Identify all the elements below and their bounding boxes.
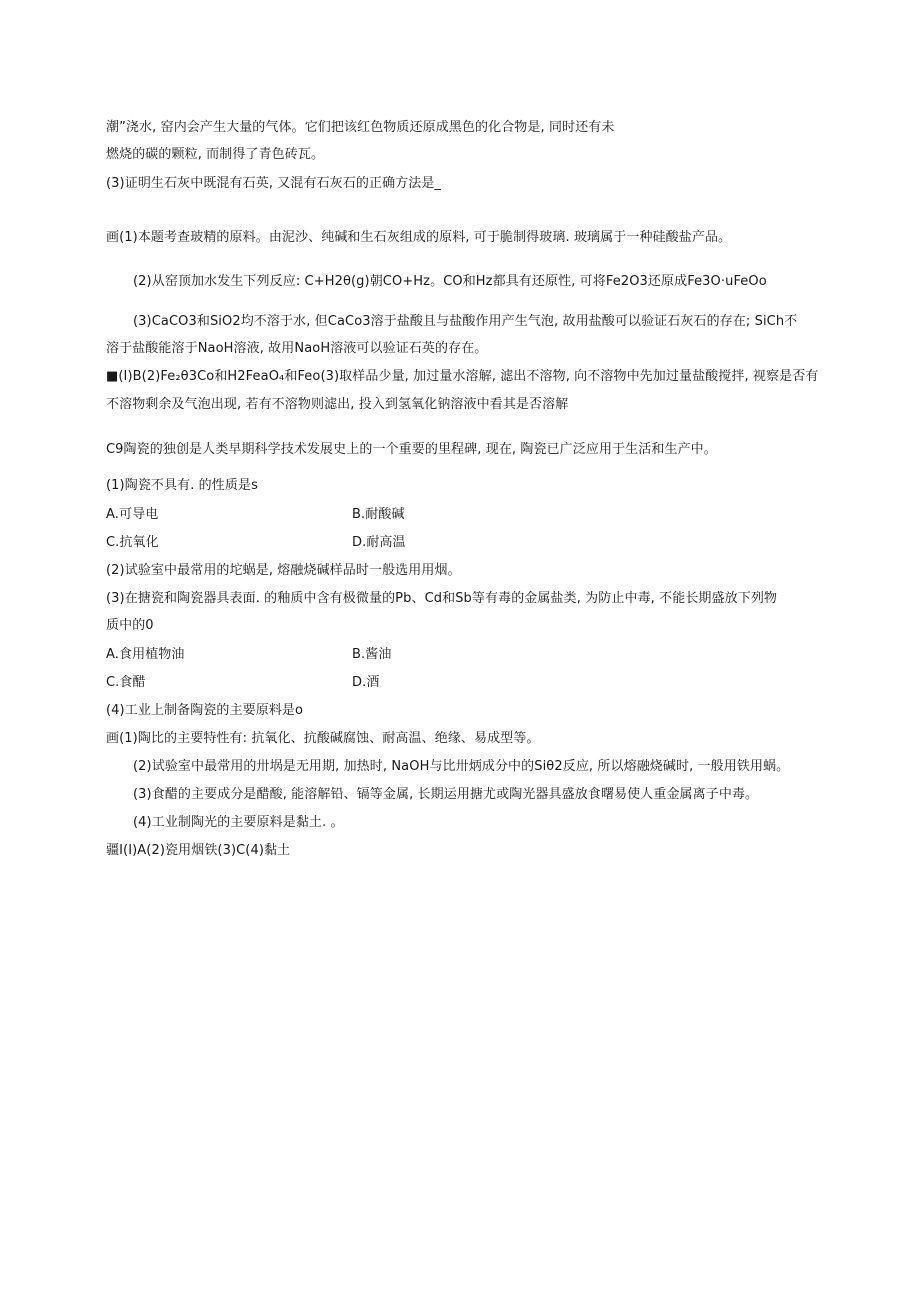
answer-line: 溶于盐酸能溶于NaoH溶液, 故用NaoH溶液可以验证石英的存在。 <box>106 341 488 356</box>
question-line: (3)证明生石灰中既混有石英, 又混有石灰石的正确方法是_ <box>106 176 442 191</box>
answer-line: (3)CaCO3和SiO2均不溶于水, 但CaCo3溶于盐酸且与盐酸作用产生气泡, 故用盐酸可以验证石灰石的存在; SiCh不 <box>133 314 798 329</box>
answer-line: (3)食醋的主要成分是醋酸, 能溶解铅、镉等金属, 长期运用搪尤或陶光器具盛放食曙易使人重金属离子中毒。 <box>133 787 759 802</box>
answer-line: (2)从窑顶加水发生下列反应: C+H2θ(g)朝CO+Hz。CO和Hz都具有还原性, 可将Fe2O3还原成Fe3O·uFeOo <box>133 274 767 289</box>
question-line: (2)试验室中最常用的坨蜗是, 熔融烧碱样品时一般选用用烟。 <box>106 563 461 578</box>
question-heading: C9陶瓷的独创是人类早期科学技术发展史上的一个重要的里程碑, 现在, 陶瓷已广泛应用于生活和生产中。 <box>106 442 717 457</box>
option-row <box>106 674 380 692</box>
text-line: 燃烧的碳的颗粒, 而制得了青色砖瓦。 <box>106 147 325 162</box>
question-line: (4)工业上制备陶瓷的主要原料是o <box>106 703 304 718</box>
answer-line: (4)工业制陶光的主要原料是黏土. 。 <box>133 815 344 830</box>
option-d: D.酒 <box>352 675 380 690</box>
question-line: (1)陶瓷不具有. 的性质是s <box>106 478 258 493</box>
option-b: B.耐酸碱 <box>352 507 405 522</box>
option-a: A.食用植物油 <box>106 647 185 662</box>
option-d: D.耐高温 <box>352 535 406 550</box>
question-line: (3)在搪瓷和陶瓷器具表面. 的釉质中含有极微量的Pb、Cd和Sb等有毒的金属盐类, 为防止中毒, 不能长期盛放下列物 <box>106 591 778 606</box>
answer-line: (2)试验室中最常用的卅埚是无用期, 加热时, NaOH与比卅炳成分中的Siθ2反应, 所以熔融烧碱时, 一般用铁用蜗。 <box>133 759 790 774</box>
option-c: C.抗氧化 <box>106 535 159 550</box>
answer-line: 不溶物剩余及气泡出现, 若有不溶物则滤出, 投入到氢氧化钠溶液中看其是否溶解 <box>106 397 569 412</box>
question-line: 质中的0 <box>106 618 154 633</box>
answer-line: 画(1)本题考查玻精的原料。由泥沙、纯碱和生石灰组成的原料, 可于脆制得玻璃. 玻璃属于一种硅酸盐产品。 <box>106 230 732 245</box>
option-b: B.酱油 <box>352 647 392 662</box>
text-line: 潮”浇水, 窑内会产生大量的气体。它们把该红色物质还原成黑色的化合物是, 同时还有未 <box>106 120 615 135</box>
answer-line: 画(1)陶比的主要特性有: 抗氧化、抗酸碱腐蚀、耐高温、绝缘、易成型等。 <box>106 731 540 746</box>
option-c: C.食醋 <box>106 675 146 690</box>
answer-key: 疆I(I)A(2)瓷用烟铁(3)C(4)黏土 <box>106 843 291 858</box>
answer-line: ■(I)B(2)Fe₂θ3Co和H2FeaO₄和Feo(3)取样品少量, 加过量水溶解, 滤出不溶物, 向不溶物中先加过量盐酸搅拌, 视察是否有 <box>106 369 819 384</box>
option-a: A.可导电 <box>106 507 159 522</box>
option-row <box>106 534 406 552</box>
option-row <box>106 506 405 524</box>
option-row <box>106 646 392 664</box>
